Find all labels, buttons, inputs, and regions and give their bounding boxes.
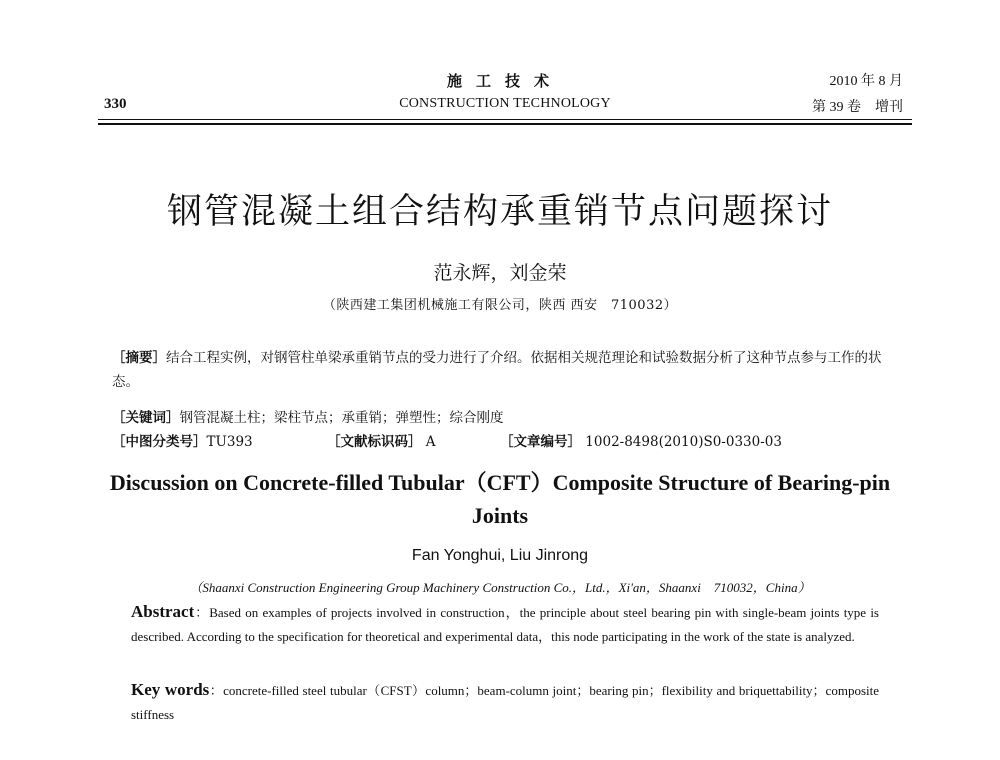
keywords-cn-text: 钢管混凝土柱；梁柱节点；承重销；弹塑性；综合刚度 <box>179 410 504 426</box>
affiliation-en: （Shaanxi Construction Engineering Group Machinery Construction Co.，Ltd.，Xi'an，Shaanxi 710032，China） <box>189 580 811 595</box>
clc-label: ［中图分类号］ <box>112 434 207 450</box>
keywords-cn-label: ［关键词］ <box>112 410 180 426</box>
keywords-en-label: Key words <box>131 680 210 699</box>
affiliation-cn: （陕西建工集团机械施工有限公司，陕西 西安 710032） <box>322 298 678 313</box>
article-number <box>500 430 782 450</box>
issue-volume: 第 39 卷 增刊 <box>812 100 903 115</box>
paper-title-cn: 钢管混凝土组合结构承重销节点问题探讨 <box>166 192 833 232</box>
doc-label: ［文献标识码］ <box>327 434 422 450</box>
issue-date: 2010 年 8 月 <box>829 74 903 89</box>
abstract-cn-text: 结合工程实例，对钢管柱单梁承重销节点的受力进行了介绍。依据相关规范理论和试验数据分析了这种节点参与工作的状态。 <box>112 350 882 390</box>
keywords-en <box>131 678 879 727</box>
header-rule-thick <box>98 123 912 125</box>
article-value: 1002-8498(2010)S0-0330-03 <box>585 434 782 450</box>
clc-value: TU393 <box>206 434 253 450</box>
paper-title-en: Discussion on Concrete-filled Tubular（CFT）Composite Structure of Bearing-pin Joints <box>109 470 891 528</box>
keywords-en-text: ：concrete-filled steel tubular（CFST）column；beam-column joint；bearing pin；flexibility and briquettability；composite stiffness <box>131 683 879 722</box>
journal-title-cn: 施工技术 <box>446 72 563 90</box>
keywords-cn <box>112 406 504 426</box>
authors-en: Fan Yonghui, Liu Jinrong <box>411 547 589 564</box>
header-rule-thin <box>98 119 912 120</box>
page-number: 330 <box>104 96 127 112</box>
article-label: ［文章编号］ <box>500 434 581 450</box>
clc-code <box>112 430 253 450</box>
abstract-cn <box>112 346 892 394</box>
abstract-en-text: ：Based on examples of projects involved in construction，the principle about steel bearing pin with single-beam joints type is described. According to the specification for theoretical and experimental data，this node participating in the work of the state is analyzed. <box>131 605 879 644</box>
abstract-cn-label: ［摘要］ <box>112 350 166 366</box>
journal-title-en: CONSTRUCTION TECHNOLOGY <box>399 96 611 111</box>
doc-value: A <box>425 434 436 450</box>
abstract-en <box>131 600 879 649</box>
authors-cn: 范永辉，刘金荣 <box>433 262 567 284</box>
abstract-en-label: Abstract <box>131 602 195 621</box>
doc-code <box>327 430 436 450</box>
